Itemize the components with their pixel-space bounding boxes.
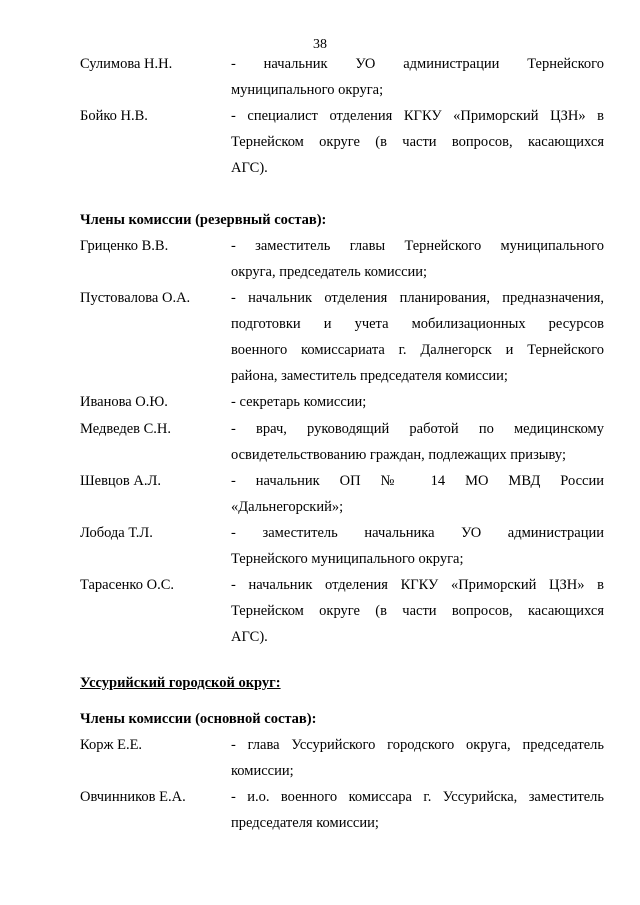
member-name: Сулимова Н.Н. <box>80 56 173 72</box>
member-role: - заместитель главы Тернейского муниципального округа, председатель комиссии; <box>231 238 604 280</box>
district-heading: Уссурийский городской округ: <box>80 675 281 691</box>
member-name: Бойко Н.В. <box>80 108 148 124</box>
member-name: Гриценко В.В. <box>80 238 169 254</box>
member-role: - глава Уссурийского городского округа, председатель комиссии; <box>231 737 604 779</box>
member-role: - начальник УО администрации Тернейского муниципального округа; <box>231 56 604 98</box>
member-role: - начальник отделения планирования, предназначения, подготовки и учета мобилизационных ресурсов военного комиссариата г. Далнегорск и Тернейского района, заместитель председателя комиссии; <box>231 290 604 384</box>
member-role: - начальник ОП № 14 МО МВД России «Дальнегорский»; <box>231 473 604 515</box>
section-heading-main: Члены комиссии (основной состав): <box>80 711 317 727</box>
member-role: - начальник отделения КГКУ «Приморский ЦЗН» в Тернейском округе (в части вопросов, касающихся АГС). <box>231 577 604 645</box>
member-name: Овчинников Е.А. <box>80 789 186 805</box>
member-name: Лобода Т.Л. <box>80 525 153 541</box>
member-name: Иванова О.Ю. <box>80 394 168 410</box>
member-name: Пустовалова О.А. <box>80 290 191 306</box>
member-name: Шевцов А.Л. <box>80 473 161 489</box>
member-role: - специалист отделения КГКУ «Приморский ЦЗН» в Тернейском округе (в части вопросов, касающихся АГС). <box>231 108 604 176</box>
member-role: - и.о. военного комиссара г. Уссурийска, заместитель председателя комиссии; <box>231 789 604 831</box>
member-name: Медведев С.Н. <box>80 421 172 437</box>
member-role: - заместитель начальника УО администрации Тернейского муниципального округа; <box>231 525 604 567</box>
member-name: Тарасенко О.С. <box>80 577 175 593</box>
member-role: - секретарь комиссии; <box>231 394 367 410</box>
member-role: - врач, руководящий работой по медицинскому освидетельствованию граждан, подлежащих призыву; <box>231 421 604 463</box>
section-heading-reserve: Члены комиссии (резервный состав): <box>80 212 327 228</box>
member-name: Корж Е.Е. <box>80 737 143 753</box>
page-number: 38 <box>313 37 327 52</box>
